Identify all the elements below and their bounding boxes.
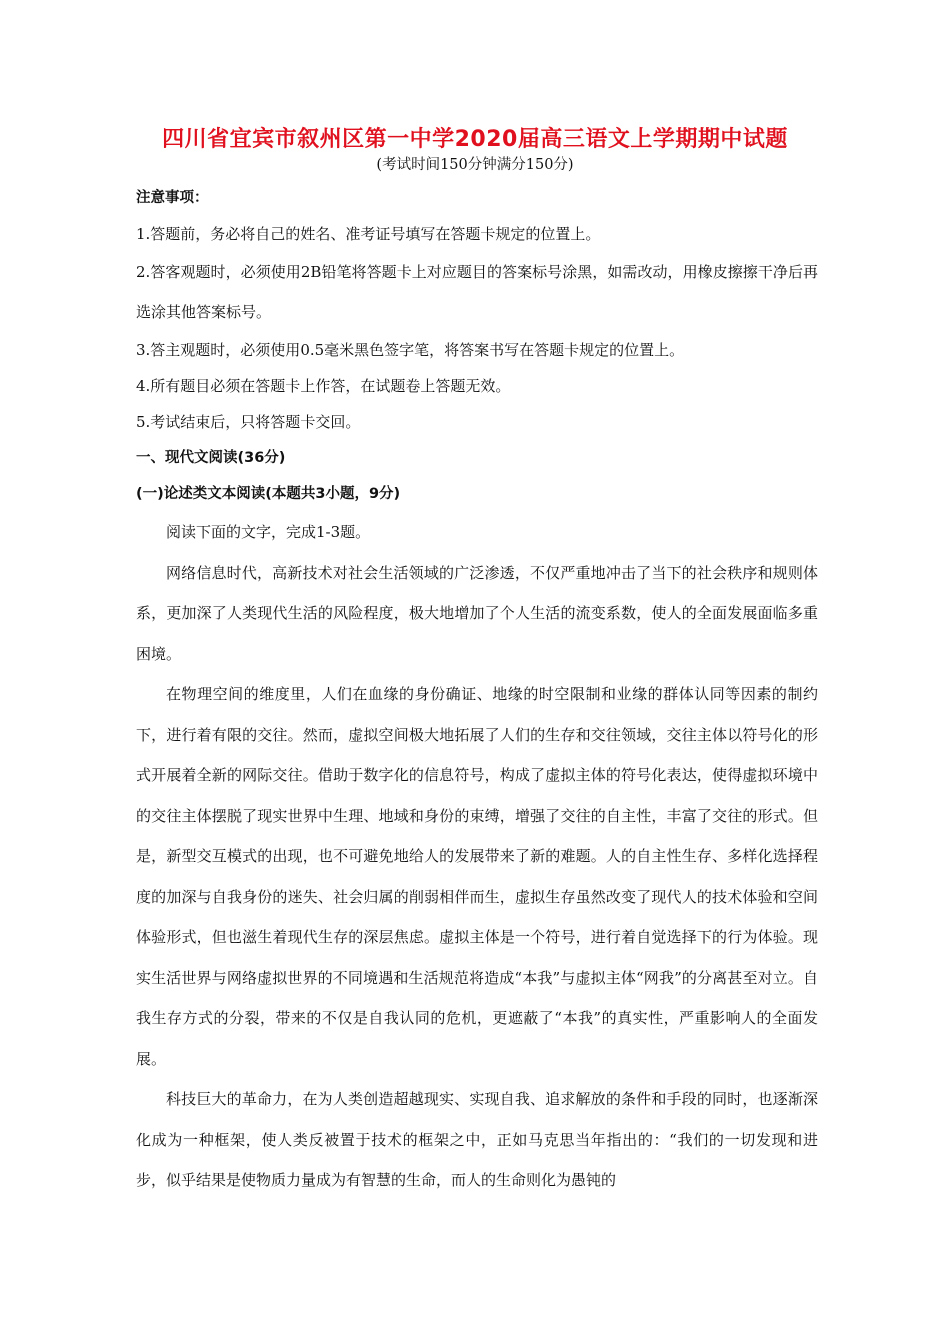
notice-item-3: 3.答主观题时，必须使用0.5毫米黑色签字笔，将答案书写在答题卡规定的位置上。: [136, 341, 685, 359]
notice-item-1: 1.答题前，务必将自己的姓名、准考证号填写在答题卡规定的位置上。: [136, 225, 601, 243]
document-body: [136, 180, 818, 1201]
subsection-heading-1: (一)论述类文本阅读(本题共3小题，9分): [136, 486, 401, 502]
reading-instruction: 阅读下面的文字，完成1-3题。: [166, 523, 371, 541]
exam-duration-note: (考试时间150分钟满分150分): [376, 157, 574, 173]
notice-item-4: 4.所有题目必须在答题卡上作答，在试题卷上答题无效。: [136, 377, 511, 395]
notice-item-5: 5.考试结束后，只将答题卡交回。: [136, 413, 361, 431]
passage-paragraph-1: 网络信息时代，高新技术对社会生活领域的广泛渗透，不仅严重地冲击了当下的社会秩序和规则体系，更加深了人类现代生活的风险程度，极大地增加了个人生活的流变系数，使人的全面发展面临多重困境。: [136, 563, 818, 663]
notice-heading: 注意事项：: [136, 190, 209, 206]
notice-item-2: 2.答客观题时，必须使用2B铅笔将答题卡上对应题目的答案标号涂黑，如需改动，用橡皮擦擦干净后再选涂其他答案标号。: [136, 263, 818, 321]
passage-paragraph-2: 在物理空间的维度里，人们在血缘的身份确证、地缘的时空限制和业缘的群体认同等因素的制约下，进行着有限的交往。然而，虚拟空间极大地拓展了人们的生存和交往领域，交往主体以符号化的形式开展着全新的网际交往。借助于数字化的信息符号，构成了虚拟主体的符号化表达，使得虚拟环境中的交往主体摆脱了现实世界中生理、地域和身份的束缚，增强了交往的自主性，丰富了交往的形式。但是，新型交互模式的出现，也不可避免地给人的发展带来了新的难题。人的自主性生存、多样化选择程度的加深与自我身份的迷失、社会归属的削弱相伴而生，虚拟生存虽然改变了现代人的技术体验和空间体验形式，但也滋生着现代生存的深层焦虑。虚拟主体是一个符号，进行着自觉选择下的行为体验。现实生活世界与网络虚拟世界的不同境遇和生活规范将造成“本我”与虚拟主体“网我”的分离甚至对立。自我生存方式的分裂，带来的不仅是自我认同的危机，更遮蔽了“本我”的真实性，严重影响人的全面发展。: [136, 685, 818, 1068]
passage-paragraph-3: 科技巨大的革命力，在为人类创造超越现实、实现自我、追求解放的条件和手段的同时，也逐渐深化成为一种框架，使人类反被置于技术的框架之中，正如马克思当年指出的：“我们的一切发现和进步，似乎结果是使物质力量成为有智慧的生命，而人的生命则化为愚钝的: [136, 1090, 818, 1189]
section-heading-1: 一、现代文阅读(36分): [136, 450, 286, 466]
page-title: 四川省宜宾市叙州区第一中学2020届高三语文上学期期中试题: [162, 127, 788, 152]
